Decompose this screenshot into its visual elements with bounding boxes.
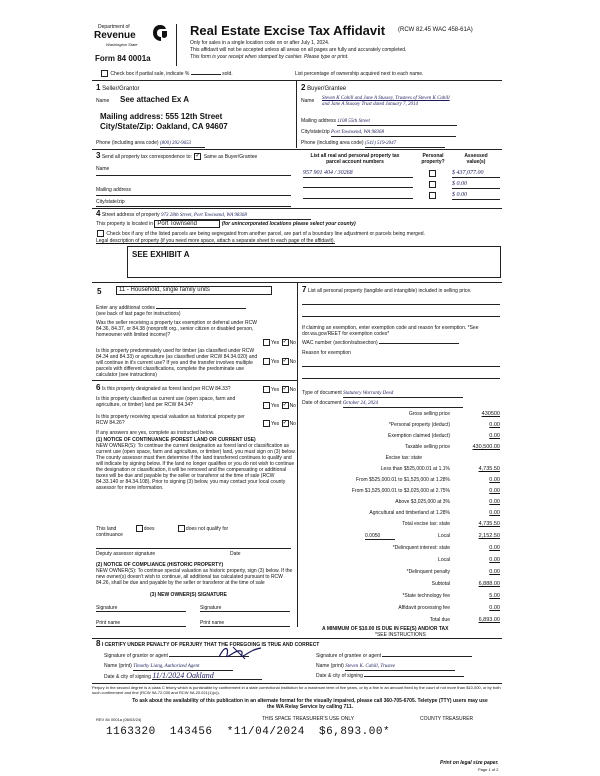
- forest-question: 6 Is this property designated as forest land per RCW 84.33?: [96, 383, 231, 392]
- calc-value-total-state[interactable]: 4,735.50: [478, 521, 500, 527]
- parcel-number-1[interactable]: 957 901 404 / 30268: [303, 170, 413, 178]
- calc-value-local[interactable]: 2,152.50: [478, 533, 500, 539]
- calc-label-delinquent-penalty: *Delinquent penalty: [406, 569, 450, 575]
- land-does-not-checkbox[interactable]: [178, 525, 185, 532]
- deputy-date-label: Date: [230, 551, 241, 557]
- current-use-no-checkbox[interactable]: [282, 402, 289, 409]
- calc-value-exemption[interactable]: 0.00: [489, 433, 500, 439]
- parcel-header: List all real and personal property tax parcel account numbers: [310, 153, 400, 165]
- form-number: Form 84 0001a: [95, 54, 151, 63]
- calc-label-personal: *Personal property (deduct): [388, 422, 450, 428]
- buyer-phone: Phone (including area code) (541) 519-2047: [301, 140, 445, 148]
- calc-label-processing-fee: Affidavit processing fee: [398, 605, 450, 611]
- legal-label: Legal description of property (if you need more space, attach a separate sheet to each page of the affidavit).: [96, 238, 335, 244]
- seller-heading: 1 Seller/Grantor: [96, 83, 140, 92]
- current-use-question: Is this property classified as current use (open space, farm and agriculture, or timber) land per RCW 84.34?: [96, 396, 236, 408]
- calc-label-gross: Gross selling price: [408, 411, 450, 417]
- historic-question: Is this property receiving special valuation as historical property per RCW 84.26?: [96, 414, 245, 426]
- parcel-number-2[interactable]: [303, 181, 413, 188]
- calc-value-tier2[interactable]: 0.00: [489, 477, 500, 483]
- see-instructions: *SEE INSTRUCTIONS: [375, 632, 426, 638]
- new-owner-print-1[interactable]: Print name: [96, 620, 186, 627]
- segregated-checkbox[interactable]: [97, 230, 104, 237]
- calc-value-delinquent-local[interactable]: 0.00: [489, 557, 500, 563]
- calc-value-total-due[interactable]: 6,893.00: [478, 617, 500, 623]
- calc-label-delinquent-interest: *Delinquent interest: state: [392, 545, 450, 551]
- dept-line1: Department of: [98, 24, 130, 30]
- grantee-date-row: Date & city of signing: [316, 673, 464, 679]
- calc-value-taxable[interactable]: 430,500.00: [472, 444, 500, 450]
- seller-name[interactable]: See attached Ex A: [120, 95, 190, 104]
- calc-label-agricultural: Agricultural and timberland at 1.28%: [369, 510, 450, 516]
- rev-number: REV 84 0001a (06/03/24): [96, 717, 142, 722]
- calc-label-total-state: Total excise tax: state: [402, 521, 450, 527]
- county-treasurer: COUNTY TREASURER: [420, 716, 474, 722]
- correspondence-heading: 3 Send all property tax correspondence to: ✓ Same as Buyer/Grantee: [96, 153, 257, 160]
- new-owner-signature-1[interactable]: Signature: [96, 605, 186, 612]
- partial-sale-checkbox[interactable]: [101, 70, 108, 77]
- notice1-title: (1) NOTICE OF CONTINUANCE (FOREST LAND OR CURRENT USE): [96, 437, 256, 443]
- use-code-num: 5: [97, 287, 102, 296]
- legal-description: SEE EXHIBIT A: [132, 250, 190, 259]
- located-row: This property is located in Port Townsend (for unincorporated locations please select your county): [96, 221, 356, 227]
- historic-yes-no: Yes ✓ No: [262, 420, 296, 427]
- buyer-name-label: Name: [301, 98, 315, 104]
- calc-value-agricultural[interactable]: 0.00: [489, 510, 500, 516]
- new-owner-signature-2[interactable]: Signature: [200, 605, 290, 612]
- calc-label-tier1: Less than $525,000.01 at 1.1%: [380, 466, 450, 472]
- assessed-value-2[interactable]: $ 0.00: [452, 181, 500, 189]
- calc-label-tier3: From $1,525,000.01 to $3,025,000 at 2.75%: [351, 488, 450, 494]
- calc-value-processing-fee[interactable]: 0.00: [489, 605, 500, 611]
- personal-property-header: Personal property?: [421, 153, 445, 165]
- calc-value-tier1[interactable]: 4,735.50: [478, 466, 500, 472]
- corr-mailing-label: Mailing address: [96, 187, 132, 193]
- calc-label-tech-fee: *State technology fee: [402, 593, 450, 599]
- calc-label-exemption: Exemption claimed (deduct): [388, 433, 450, 439]
- dor-logo: [92, 22, 170, 52]
- legal-description-box[interactable]: [127, 246, 501, 278]
- calc-label-subtotal: Subtotal: [431, 581, 450, 587]
- percent-note: List percentage of ownership acquired next to each name.: [295, 71, 424, 77]
- use-code-select[interactable]: 11 - Household, single family units: [116, 286, 272, 295]
- timber-yes-checkbox[interactable]: [263, 358, 270, 365]
- segregated-row: Check box if any of the listed parcels are being segregated from another parcel, are part of a boundary line adjustment or parcels being merged.: [96, 230, 425, 237]
- notice2-title: (2) NOTICE OF COMPLIANCE (HISTORIC PROPERTY): [96, 562, 224, 568]
- corr-city-label: City/state/zip: [96, 199, 125, 205]
- header-note1: Only for sales in a single location code on or after July 1, 2024.: [190, 40, 330, 46]
- personal-property-checkbox-2[interactable]: [429, 181, 436, 188]
- calc-label-local: Local: [438, 533, 450, 539]
- assessed-value-1[interactable]: $ 437,077.00: [452, 170, 500, 178]
- claim-exemption-label: If claiming an exemption, enter exemption code and reason for exemption. *See dor.wa.gov/REET for exemption codes*: [302, 325, 479, 337]
- perjury-note: Perjury in the second degree is a class C felony which is punishable by confinement in a state correctional institution for a maximum term of five years, or by a fine in an amount fixed by the court of not more than $10,000, or by both such confinement and fine (RCW 9A.72.030 and RCW 9A.20.021(1)(c)).: [92, 685, 501, 695]
- forest-yes-checkbox[interactable]: [263, 386, 270, 393]
- calc-label-total-due: Total due: [429, 617, 450, 623]
- calc-value-tier3[interactable]: 0.00: [489, 488, 500, 494]
- personal-property-checkbox-3[interactable]: [429, 192, 436, 199]
- grantee-signature-row: Signature of grantee or agent: [316, 653, 472, 659]
- buyer-mailing: Mailing address 1108 55th Street: [301, 118, 457, 126]
- exemption-no-checkbox[interactable]: [282, 339, 289, 346]
- historic-yes-checkbox[interactable]: [263, 420, 270, 427]
- seller-phone: Phone (including area code) (800) 392-9653: [96, 140, 205, 148]
- buyer-heading: 2 Buyer/Grantee: [301, 83, 347, 92]
- calc-label-excise-state: Excise tax: state: [385, 455, 422, 461]
- timber-question: Is this property predominately used for timber (as classified under RCW 84.34 and 84.33) or agriculture (as classified under RCW 84.34.020) and will continue in it's current use? If yes and the transfer involves multiple parcels with different classifications, complete the predominate use calculator (see instructions): [96, 348, 258, 378]
- timber-yes-no: Yes ✓ No: [262, 358, 296, 365]
- exemption-yes-checkbox[interactable]: [263, 339, 270, 346]
- buyer-city: City/state/zip Port Townsend, WA 98368: [301, 129, 456, 137]
- notice2-body: NEW OWNER(S): To continue special valuation as historic property, sign (3) below. If the new owner(s) doesn't wish to continue, all additional tax calculated pursuant to RCW 84.26, shall be due and payable by the seller or transferor at the time of sale: [96, 568, 293, 586]
- reason-exemption-label: Reason for exemption: [302, 350, 351, 356]
- form-title: Real Estate Excise Tax Affidavit: [190, 23, 386, 38]
- deputy-signature-label: Deputy assessor signature: [96, 551, 156, 557]
- exemption-yes-no: Yes ✓ No: [262, 339, 296, 346]
- new-owner-signature-heading: (3) NEW OWNER(S) SIGNATURE: [150, 592, 227, 598]
- certify-heading: 8 I CERTIFY UNDER PENALTY OF PERJURY THAT THE FOREGOING IS TRUE AND CORRECT: [96, 639, 320, 648]
- personal-property-checkbox-1[interactable]: [429, 170, 436, 177]
- partial-sale: Check box if partial sale, indicate % sold.: [100, 70, 233, 77]
- calc-value-delinquent-interest[interactable]: 0.00: [489, 545, 500, 551]
- corr-name-label: Name: [96, 166, 110, 172]
- personal-property-list-label: 7 List all personal property (tangible and intangible) included in selling price.: [302, 285, 472, 294]
- doc-date-row: Date of document October 24, 2024: [302, 400, 463, 408]
- parcel-number-3[interactable]: [303, 192, 413, 199]
- calc-label-tier4: Above $3,025,000 at 3%: [395, 499, 450, 505]
- additional-codes-label: Enter any additional codes: [96, 305, 246, 311]
- grantor-name-row: Name (print) Timothy Liang, Authorized Agent: [104, 663, 233, 671]
- same-as-buyer-checkbox[interactable]: [194, 153, 201, 160]
- calc-label-tier2: From $525,000.01 to $1,525,000 at 1.28%: [356, 477, 450, 483]
- page-number: Page 1 of 2: [478, 767, 499, 772]
- calc-label-delinquent-local: Local: [438, 557, 450, 563]
- current-use-yes-no: Yes ✓ No: [262, 402, 296, 409]
- calc-value-tech-fee[interactable]: 5.00: [489, 593, 500, 599]
- calc-value-tier4[interactable]: 0.00: [489, 499, 500, 505]
- forest-no-checkbox[interactable]: [282, 386, 289, 393]
- buyer-name-line2[interactable]: and Jane A Stussey Trust dated January 7, 2014: [322, 102, 419, 107]
- calc-value-delinquent-penalty[interactable]: 0.00: [489, 569, 500, 575]
- form-statute: (RCW 82.45 WAC 458-61A): [398, 27, 473, 33]
- dor-logo-icon: [152, 24, 168, 42]
- seller-name-label: Name: [96, 98, 110, 104]
- grantor-date-row: Date & city of signing 11/1/2024 Oakland: [104, 673, 262, 680]
- local-rate[interactable]: 0.0050: [365, 533, 395, 540]
- seller-mailing[interactable]: Mailing address: 555 12th Street: [100, 112, 223, 121]
- dept-line2: Revenue: [94, 30, 136, 41]
- section6-intro: If any answers are yes, complete as instructed below.: [96, 430, 215, 436]
- timber-no-checkbox[interactable]: [282, 358, 289, 365]
- treasurer-use: THIS SPACE TREASURER'S USE ONLY: [262, 716, 355, 722]
- grantor-signature[interactable]: [215, 643, 265, 663]
- calc-value-gross[interactable]: 430500: [481, 411, 500, 417]
- assessed-value-3[interactable]: $ 0.00: [452, 192, 500, 200]
- forest-yes-no: Yes ✓ No: [262, 386, 296, 393]
- location-select[interactable]: Port Townsend: [154, 220, 220, 228]
- calc-value-subtotal[interactable]: 6,888.00: [478, 581, 500, 587]
- current-use-yes-checkbox[interactable]: [263, 402, 270, 409]
- dept-line3: Washington State: [106, 42, 138, 47]
- land-does-checkbox[interactable]: [136, 525, 143, 532]
- street-address-row: 4 Street address of property 973 28th Street, Port Townsend, WA 98368: [96, 211, 311, 220]
- grantor-signature-row: Signature of grantor or agent: [104, 653, 249, 659]
- print-note: Print on legal size paper.: [440, 760, 499, 766]
- header-note3: This form is your receipt when stamped by cashier. Please type or print.: [190, 54, 349, 60]
- notice1-body: NEW OWNER(S): To continue the current designation as forest land or classification as current use (open space, farm and agriculture, or timber) land, you must sign on (3) below. The county assessor must then determine if the land transferred continues to qualify and will indicate by signing below. If the land no longer qualifies or you do not wish to continue the designation or classification, it will be removed and the compensating or additional taxes will be due and payable by the seller or transferor at the time of sale (RCW 84.33.140 or 84.34.108). Prior to signing (3) below, you may contact your local county assessor for more information.: [96, 443, 296, 491]
- additional-codes-note: (see back of last page for instructions): [96, 311, 181, 317]
- minimum-note: A MINIMUM OF $10.00 IS DUE IN FEE(S) AND/OR TAX: [322, 626, 449, 632]
- header-note2: This affidavit will not be accepted unless all areas on all pages are fully and accurately completed.: [190, 47, 407, 53]
- wac-number-label: WAC number (section/subsection): [302, 340, 459, 346]
- calc-label-taxable: Taxable selling price: [404, 444, 450, 450]
- continuance-label: continuance: [96, 532, 123, 538]
- accessibility-note: To ask about the availability of this publication in an alternate format for the visually impaired, please call 360-705-6705. Teletype (TTY) users may use the WA Relay Service by calling 711.: [132, 698, 488, 710]
- calc-value-personal[interactable]: 0.00: [489, 422, 500, 428]
- this-land-row: This land does does not qualify for: [96, 525, 229, 532]
- buyer-name-line1[interactable]: Steven K Cahill and Jane A Stussey, Trustees of Steven K Cahill: [322, 96, 450, 101]
- seller-city[interactable]: City/State/Zip: Oakland, CA 94607: [100, 122, 228, 131]
- new-owner-print-2[interactable]: Print name: [200, 620, 290, 627]
- assessed-value-header: Assessed value(s): [464, 153, 488, 165]
- exemption-question: Was the seller receiving a property tax exemption or deferral under RCW 84.36, 84.37, or 84.38 (nonprofit org., senior citizen or disabled person, homeowner with limited income)?: [96, 320, 257, 338]
- doc-type-row: Type of document Statutory Warranty Deed: [302, 390, 463, 398]
- historic-no-checkbox[interactable]: [282, 420, 289, 427]
- grantee-name-row: Name (print) Steven K. Cahill, Trustee: [316, 663, 455, 671]
- treasurer-stamp: 1163320 143456 *11/04/2024 $6,893.00*: [106, 726, 391, 738]
